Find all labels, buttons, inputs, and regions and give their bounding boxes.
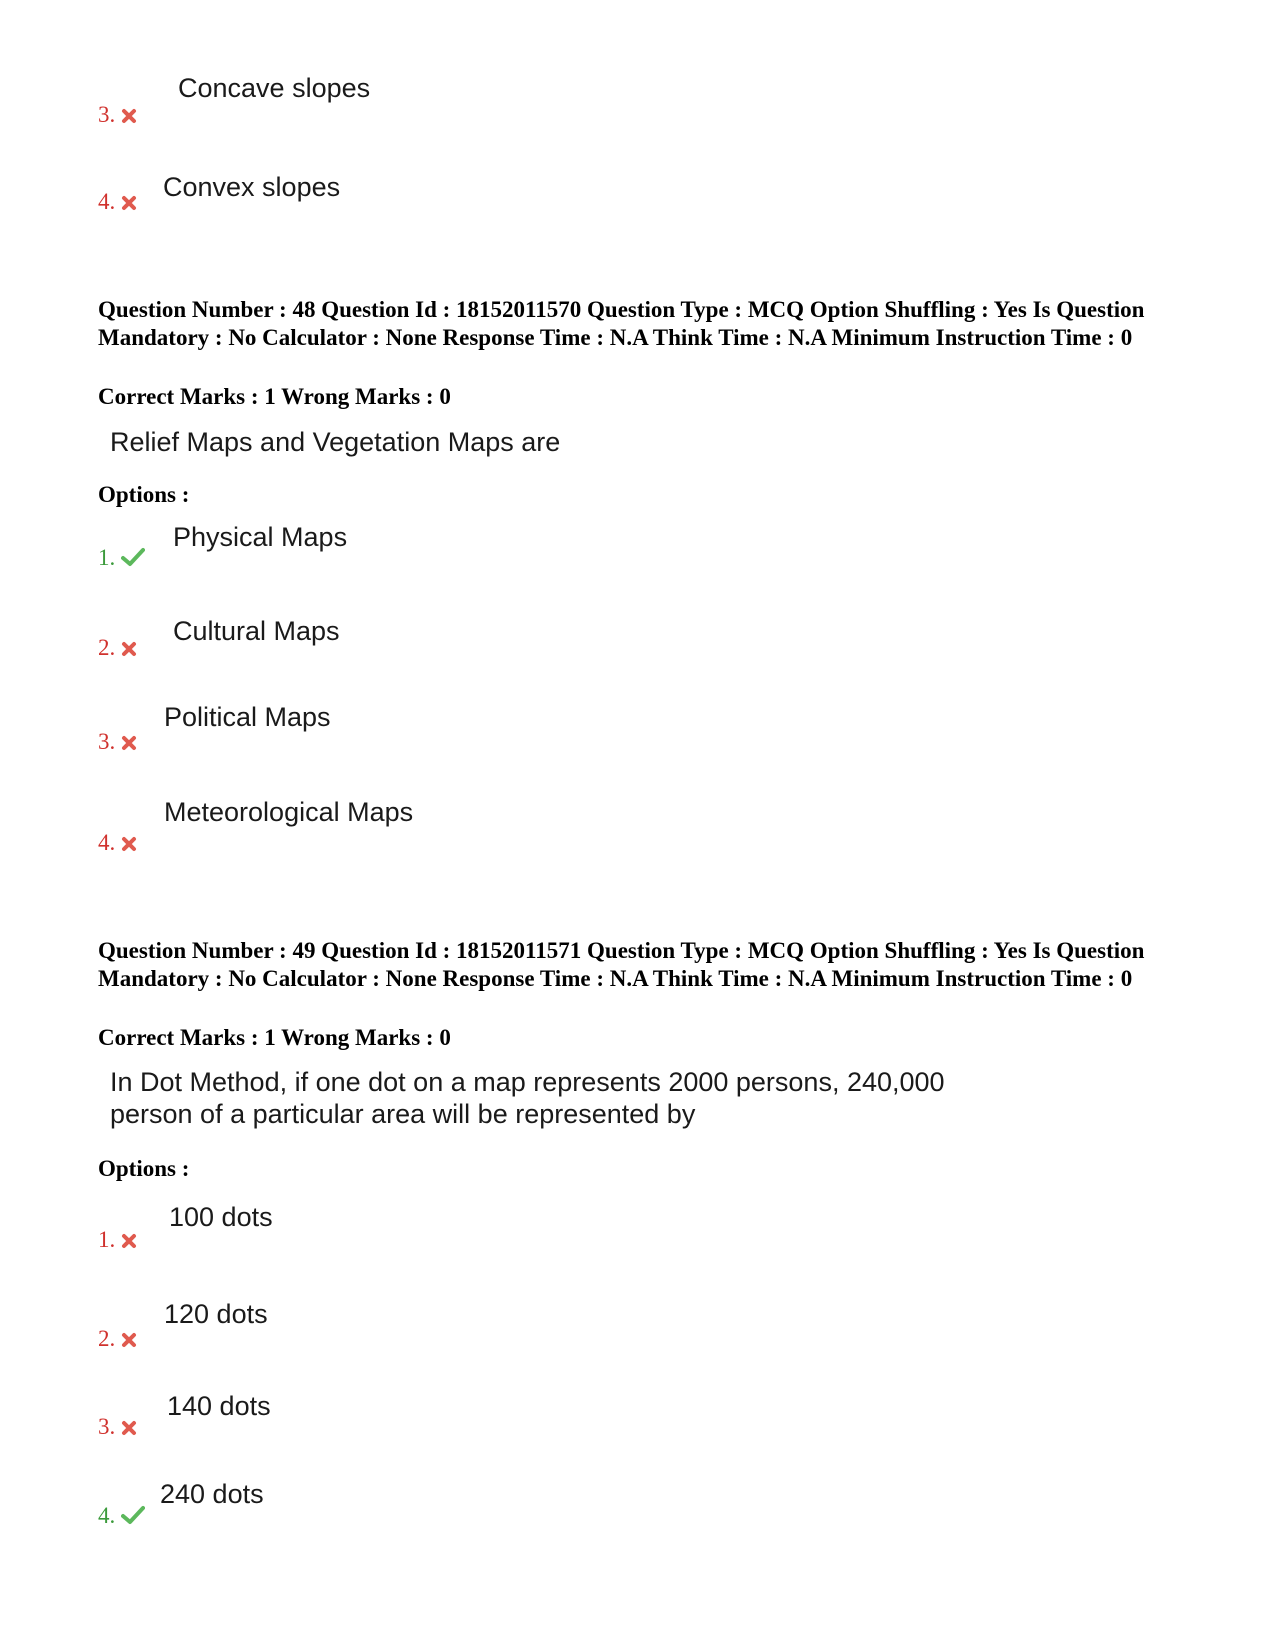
check-icon (121, 547, 145, 573)
option-number: 4. (98, 189, 137, 217)
cross-icon (121, 1416, 137, 1442)
options-label: Options : (98, 482, 190, 507)
option-text: 140 dots (167, 1391, 271, 1421)
question-stem: Relief Maps and Vegetation Maps are (110, 427, 561, 457)
options-label: Options : (98, 1156, 190, 1181)
option-text: Meteorological Maps (164, 797, 414, 827)
cross-icon (121, 637, 137, 663)
cross-icon (121, 1328, 137, 1354)
option-text: Physical Maps (173, 522, 348, 552)
option-text: 100 dots (169, 1202, 273, 1232)
option-text: Convex slopes (163, 172, 341, 202)
option-number: 3. (98, 102, 137, 130)
question-stem-line-1: In Dot Method, if one dot on a map represents 2000 persons, 240,000 (110, 1067, 945, 1097)
option-text: Concave slopes (178, 73, 371, 103)
option-text: Cultural Maps (173, 616, 340, 646)
question-marks: Correct Marks : 1 Wrong Marks : 0 (98, 384, 451, 409)
question-meta: Question Number : 49 Question Id : 18152011571 Question Type : MCQ Option Shuffling : Yes Is Question Mandatory : No Calculator : None Response Time : N.A Think Time : N.A Minimum Instruction Time : 0 (98, 938, 1145, 991)
question-stem-line-2: person of a particular area will be represented by (110, 1099, 696, 1129)
cross-icon (121, 832, 137, 858)
option-text: Political Maps (164, 702, 331, 732)
option-number: 3. (98, 729, 137, 757)
option-number: 3. (98, 1414, 137, 1442)
question-meta: Question Number : 48 Question Id : 18152011570 Question Type : MCQ Option Shuffling : Yes Is Question Mandatory : No Calculator : None Response Time : N.A Think Time : N.A Minimum Instruction Time : 0 (98, 297, 1145, 350)
option-text: 240 dots (160, 1479, 264, 1509)
cross-icon (121, 191, 137, 217)
option-number: 1. (98, 1227, 137, 1255)
option-text: 120 dots (164, 1299, 268, 1329)
question-marks: Correct Marks : 1 Wrong Marks : 0 (98, 1025, 451, 1050)
check-icon (121, 1505, 145, 1531)
option-number: 4. (98, 830, 137, 858)
cross-icon (121, 1229, 137, 1255)
cross-icon (121, 104, 137, 130)
cross-icon (121, 731, 137, 757)
option-number: 2. (98, 1326, 137, 1354)
option-number: 1. (98, 545, 145, 573)
option-number: 2. (98, 635, 137, 663)
option-number: 4. (98, 1503, 145, 1531)
